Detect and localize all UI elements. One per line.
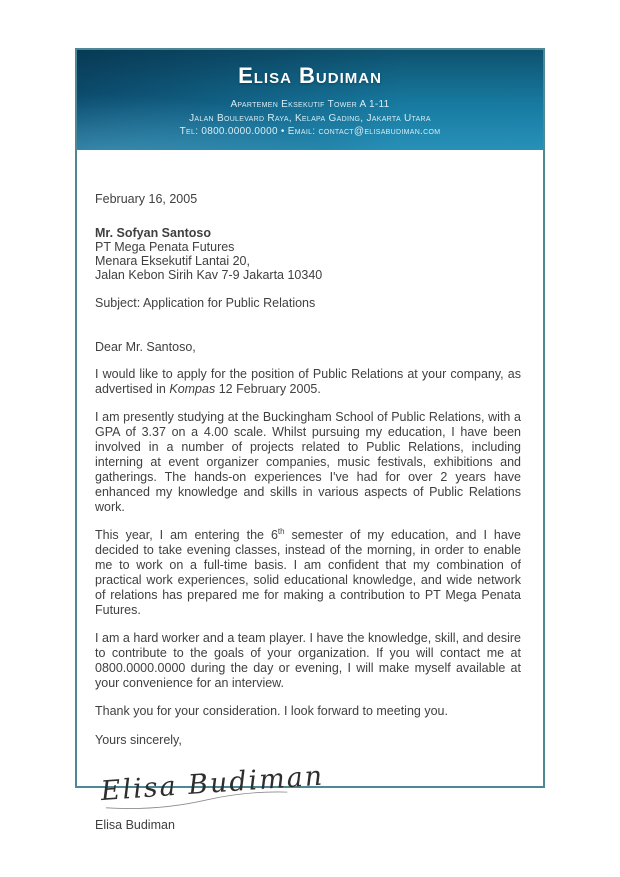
paragraph-5: Thank you for your consideration. I look forward to meeting you. [95,704,448,718]
recipient-company: PT Mega Penata Futures [95,240,235,254]
typed-signature-name: Elisa Budiman [95,818,175,832]
paragraph-1-italic-publication: Kompas [169,382,216,396]
signature-script-text: Elisa Budiman [99,760,326,808]
recipient-name: Mr. Sofyan Santoso [95,226,211,240]
paragraph-1 [95,367,521,397]
letterhead-address-block [77,98,543,139]
salutation: Dear Mr. Santoso, [95,340,196,354]
paragraph-1-text-end: 12 February 2005. [215,382,321,396]
subject-line: Subject: Application for Public Relations [95,296,316,310]
paragraph-3 [95,528,521,618]
paragraph-2: I am presently studying at the Buckingham School of Public Relations, with a GPA of 3.37 on a 4.00 scale. Whilst pursuing my education, I have been involved in a number of projects related to Public Relations, including interning at event organizer companies, music festivals, exhibitions and gatherings. The hands-on experiences I've had for over 2 years have enhanced my knowledge and skills in various aspects of Public Relations work. [95,410,521,514]
letterhead [77,50,543,150]
handwritten-signature [97,752,521,814]
paragraph-1-text: I would like to apply for the position of Public Relations at your company, as advertised in [95,367,521,396]
signature-svg [97,752,337,814]
recipient-address-line-1: Menara Eksekutif Lantai 20, [95,254,250,268]
paragraph-3-text: This year, I am entering the 6 [95,528,278,542]
letterhead-contact-line: Tel: 0800.0000.0000 • Email: contact@elisabudiman.com [179,126,441,137]
letterhead-address-line-2: Jalan Boulevard Raya, Kelapa Gading, Jakarta Utara [189,112,431,124]
recipient-address-line-2: Jalan Kebon Sirih Kav 7-9 Jakarta 10340 [95,268,323,282]
date-line: February 16, 2005 [95,192,198,206]
letterhead-name: Elisa Budiman [238,63,382,88]
paragraph-3-text-end: semester of my education, and I have decided to take evening classes, instead of the morning, in order to enable me to work on a full-time basis. I am confident that my combination of practical work experiences, solid educational knowledge, and wide network of relations has prepared me for making a contribution to PT Mega Penata Futures. [95,528,522,617]
paragraph-4: I am a hard worker and a team player. I have the knowledge, skill, and desire to contribute to the goals of your organization. If you will contact me at 0800.0000.0000 during the day or evening, I will make myself available at your convenience for an interview. [95,631,521,690]
letter-page [75,48,545,832]
letter-body [77,150,543,833]
paragraph-3-ordinal-superscript: th [277,526,285,536]
letterhead-address-line-1: Apartemen Eksekutif Tower A 1-11 [230,99,390,110]
closing: Yours sincerely, [95,733,182,747]
recipient-block [95,226,521,282]
